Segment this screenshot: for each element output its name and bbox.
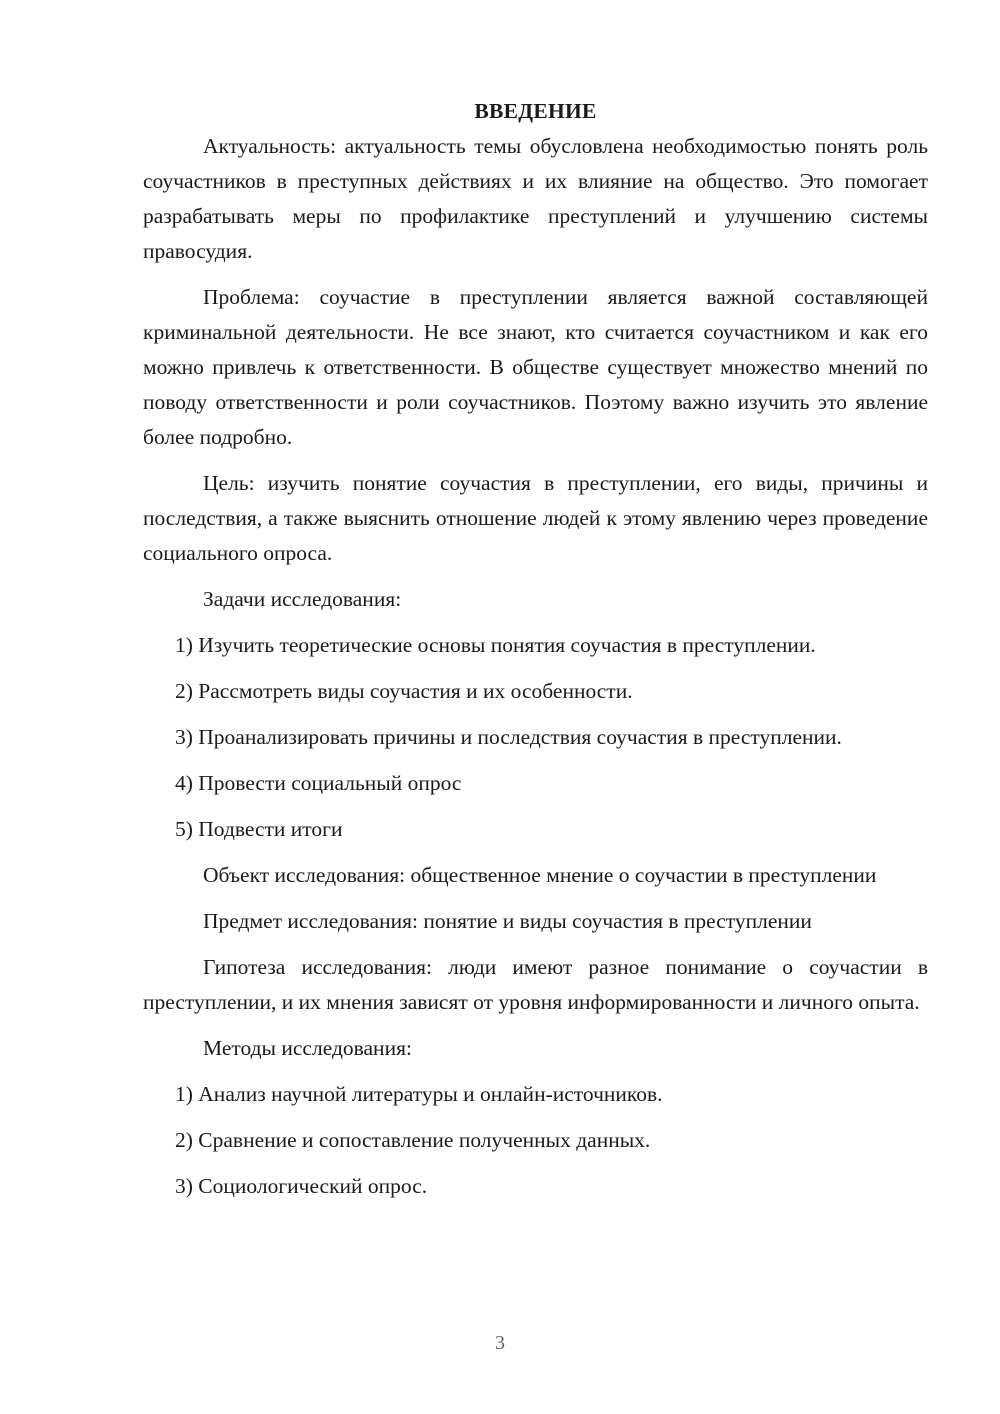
task-item: 5) Подвести итоги	[175, 817, 343, 841]
task-item: 1) Изучить теоретические основы понятия соучастия в преступлении.	[175, 633, 816, 657]
subject-paragraph: Предмет исследования: понятие и виды соучастия в преступлении	[203, 909, 812, 933]
object-paragraph: Объект исследования: общественное мнение о соучастии в преступлении	[203, 863, 877, 887]
methods-heading: Методы исследования:	[203, 1036, 412, 1060]
tasks-heading: Задачи исследования:	[203, 587, 402, 611]
problem-paragraph: Проблема: соучастие в преступлении является важной составляющей криминальной деятельности. Не все знают, кто считается соучастником и как его можно привлечь к ответственности. В обществе существует множество мнений по поводу ответственности и роли соучастников. Поэтому важно изучить это явление более подробно.	[143, 285, 928, 449]
document-page	[143, 94, 928, 1215]
task-item: 3) Проанализировать причины и последствия соучастия в преступлении.	[175, 725, 842, 749]
goal-paragraph: Цель: изучить понятие соучастия в преступлении, его виды, причины и последствия, а также выяснить отношение людей к этому явлению через проведение социального опроса.	[143, 471, 928, 565]
method-item: 3) Социологический опрос.	[175, 1174, 428, 1198]
relevance-paragraph: Актуальность: актуальность темы обусловлена необходимостью понять роль соучастников в преступных действиях и их влияние на общество. Это помогает разрабатывать меры по профилактике преступлений и улучшению системы правосудия.	[143, 134, 928, 263]
page-number: 3	[495, 1332, 505, 1354]
task-item: 2) Рассмотреть виды соучастия и их особенности.	[175, 679, 633, 703]
page-title: ВВЕДЕНИЕ	[474, 99, 597, 123]
task-item: 4) Провести социальный опрос	[175, 771, 462, 795]
method-item: 1) Анализ научной литературы и онлайн-источников.	[175, 1082, 663, 1106]
method-item: 2) Сравнение и сопоставление полученных данных.	[175, 1128, 651, 1152]
hypothesis-paragraph: Гипотеза исследования: люди имеют разное понимание о соучастии в преступлении, и их мнения зависят от уровня информированности и личного опыта.	[143, 955, 928, 1014]
